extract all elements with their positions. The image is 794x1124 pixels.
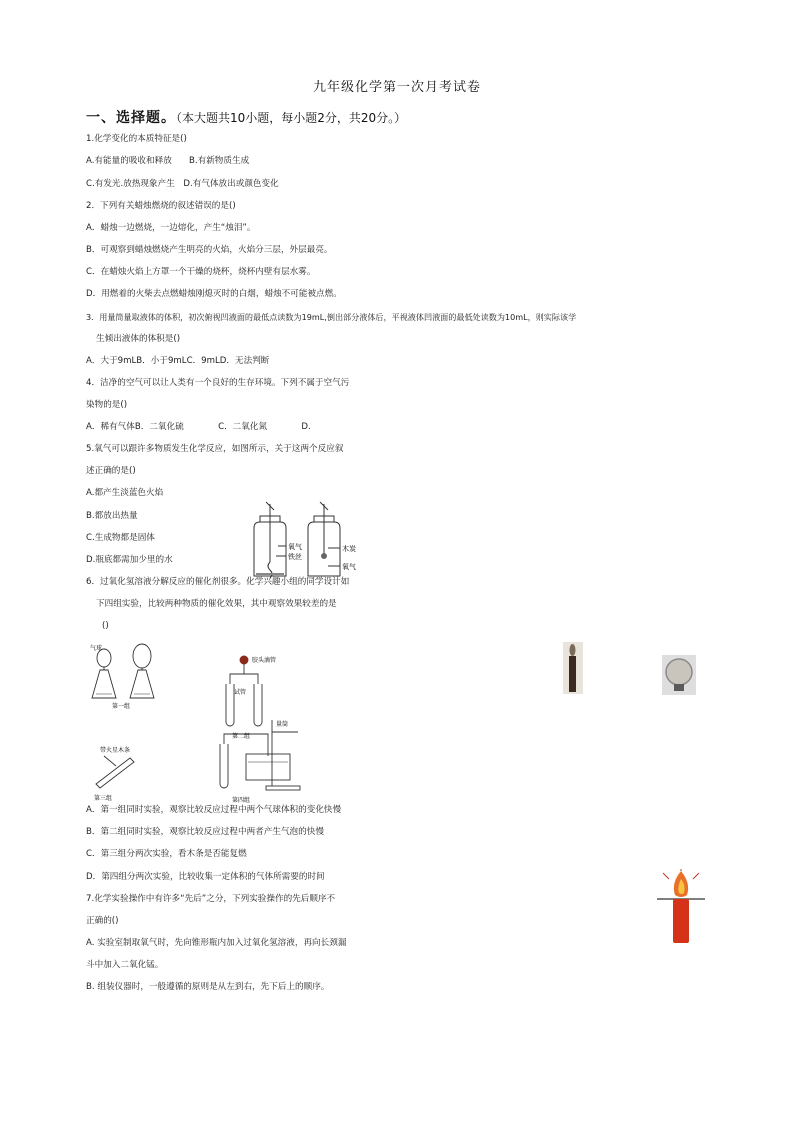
label-group4: 第四组 <box>232 797 251 804</box>
q7-option-b: B. 组装仪器时，一般遵循的原则是从左到右，先下后上的顺序。 <box>86 982 330 992</box>
label-test-tube: 试管 <box>234 689 247 696</box>
q7-option-a: A. 实验室制取氧气时，先向锥形瓶内加入过氧化氢溶液，再向长颈漏 <box>86 938 347 948</box>
q6-stem: 6．过氧化氢溶液分解反应的催化剂很多。化学兴趣小组的同学设计如 <box>86 577 350 587</box>
label-dropper: 胶头滴管 <box>252 657 277 664</box>
q2-option-d: D．用燃着的火柴去点燃蜡烛刚熄灭时的白烟，蜡烛不可能被点燃。 <box>86 289 342 299</box>
label-oxygen-right: 氧气 <box>342 563 356 571</box>
q5-stem: 5.氧气可以跟许多物质发生化学反应，如图所示，关于这两个反应叙 <box>86 444 344 454</box>
label-stand: 量筒 <box>276 721 289 728</box>
label-iron-wire: 铁丝 <box>288 553 302 561</box>
candle-photo <box>563 642 583 694</box>
q3-stem-cont: 生倾出液体的体积是() <box>96 334 181 344</box>
page-title: 九年级化学第一次月考试卷 <box>312 80 481 95</box>
q2-option-b: B．可观察到蜡烛燃烧产生明亮的火焰，火焰分三层，外层最亮。 <box>86 245 333 255</box>
section-heading <box>86 107 406 127</box>
q6-figure <box>86 636 336 806</box>
q5-figure <box>242 500 362 582</box>
label-group2: 第二组 <box>232 733 251 740</box>
burning-candle <box>657 869 705 945</box>
section-note: （本大题共10小题，每小题2分，共20分。） <box>176 111 407 125</box>
q3-stem: 3．用量筒量取液体的体积，初次俯视凹液面的最低点读数为19mL,倒出部分液体后，平视液体凹液面的最低处读数为10mL，则实际该学 <box>86 312 577 322</box>
q5-option-d: D.瓶底都需加少里的水 <box>86 555 173 565</box>
q5-stem-cont: 述正确的是() <box>86 466 136 476</box>
q5-option-a: A.都产生淡蓝色火焰 <box>86 488 164 498</box>
label-group1: 第一组 <box>112 703 131 710</box>
label-group3: 第三组 <box>94 795 113 802</box>
bulb-photo <box>662 655 696 695</box>
q4-stem-cont: 染物的是() <box>86 400 128 410</box>
q6-option-a: A．第一组同时实验，观察比较反应过程中两个气球体积的变化快慢 <box>86 805 342 815</box>
section-title: 一、选择题。 <box>86 110 176 126</box>
label-balloon: 气球 <box>90 645 103 652</box>
label-charcoal: 木炭 <box>342 545 356 553</box>
q4-stem: 4．洁净的空气可以让人类有一个良好的生存环境。下列不属于空气污 <box>86 378 350 388</box>
q6-stem-cont: 下四组实验，比较两种物质的催化效果，其中观察效果较差的是 <box>96 599 337 609</box>
q6-blank: () <box>102 621 109 631</box>
label-oxygen-left: 氧气 <box>288 543 302 551</box>
q1-options-ab: A.有能量的吸收和释放 B.有新物质生成 <box>86 156 250 166</box>
q7-stem: 7.化学实验操作中有许多“先后”之分，下列实验操作的先后顺序不 <box>86 894 336 904</box>
q2-stem: 2．下列有关蜡烛燃烧的叙述错误的是() <box>86 201 236 211</box>
q1-options-cd: C.有发光.放热现象产生 D.有气体放出或颜色变化 <box>86 179 279 189</box>
q7-stem-cont: 正确的() <box>86 916 119 926</box>
q2-option-c: C．在蜡烛火焰上方罩一个干燥的烧杯，烧杯内壁有层水雾。 <box>86 267 316 277</box>
q5-option-b: B.都放出热量 <box>86 511 138 521</box>
q5-option-c: C.生成物都是固体 <box>86 533 155 543</box>
label-splint: 带火星木条 <box>100 747 131 754</box>
q4-options: A．稀有气体B．二氧化硫 C．二氧化氮 D. <box>86 422 311 432</box>
q2-option-a: A．蜡烛一边燃烧，一边熔化，产生“烛泪”。 <box>86 223 256 233</box>
q7-option-a-cont: 斗中加入二氧化锰。 <box>86 960 164 970</box>
q6-option-b: B．第二组同时实验，观察比较反应过程中两者产生气泡的快慢 <box>86 827 324 837</box>
q1-stem: 1.化学变化的本质特征是() <box>86 134 187 144</box>
q3-options: A．大于9mLB．小于9mLC．9mLD．无法判断 <box>86 356 270 366</box>
q6-option-c: C．第三组分两次实验，看木条是否能复燃 <box>86 849 247 859</box>
q6-option-d: D．第四组分两次实验，比较收集一定体积的气体所需要的时间 <box>86 872 325 882</box>
